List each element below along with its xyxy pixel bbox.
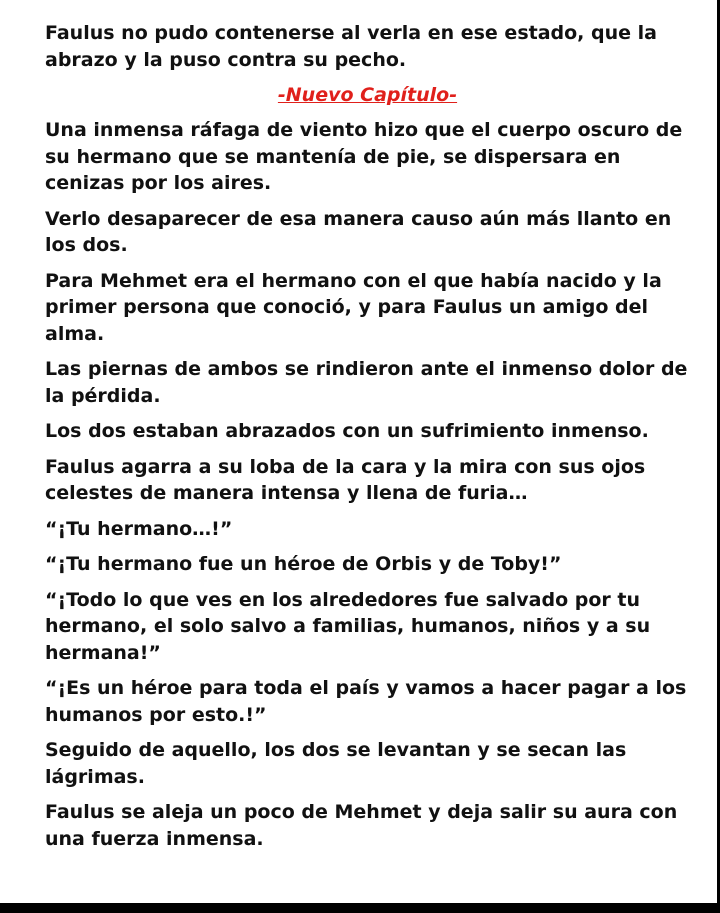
- dialogue-line: “¡Todo lo que ves en los alrededores fue salvado por tu hermano, el solo salvo a familias, humanos, niños y a su hermana!”: [45, 588, 651, 664]
- document-body: [45, 20, 690, 861]
- chapter-heading: -Nuevo Capítulo-: [277, 84, 458, 106]
- paragraph: Verlo desaparecer de esa manera causo aún más llanto en los dos.: [45, 207, 672, 256]
- paragraph: Los dos estaban abrazados con un sufrimiento inmenso.: [45, 420, 649, 442]
- paragraph: Para Mehmet era el hermano con el que había nacido y la primer persona que conoció, y para Faulus un amigo del alma.: [45, 269, 662, 345]
- paragraph: Faulus se aleja un poco de Mehmet y deja salir su aura con una fuerza inmensa.: [45, 801, 678, 850]
- paragraph: Faulus agarra a su loba de la cara y la mira con sus ojos celestes de manera intensa y llena de furia…: [45, 455, 646, 504]
- paragraph: Faulus no pudo contenerse al verla en ese estado, que la abrazo y la puso contra su pecho.: [45, 22, 657, 71]
- paragraph: Una inmensa ráfaga de viento hizo que el cuerpo oscuro de su hermano que se mantenía de pie, se dispersara en cenizas por los aires.: [45, 119, 683, 194]
- paragraph: Seguido de aquello, los dos se levantan y se secan las lágrimas.: [45, 739, 627, 788]
- bottom-border: [0, 903, 720, 913]
- paragraph: Las piernas de ambos se rindieron ante el inmenso dolor de la pérdida.: [45, 358, 688, 407]
- dialogue-line: “¡Tu hermano fue un héroe de Orbis y de Toby!”: [45, 553, 562, 575]
- dialogue-line: “¡Es un héroe para toda el país y vamos a hacer pagar a los humanos por esto.!”: [45, 677, 687, 726]
- dialogue-line: “¡Tu hermano…!”: [45, 517, 233, 540]
